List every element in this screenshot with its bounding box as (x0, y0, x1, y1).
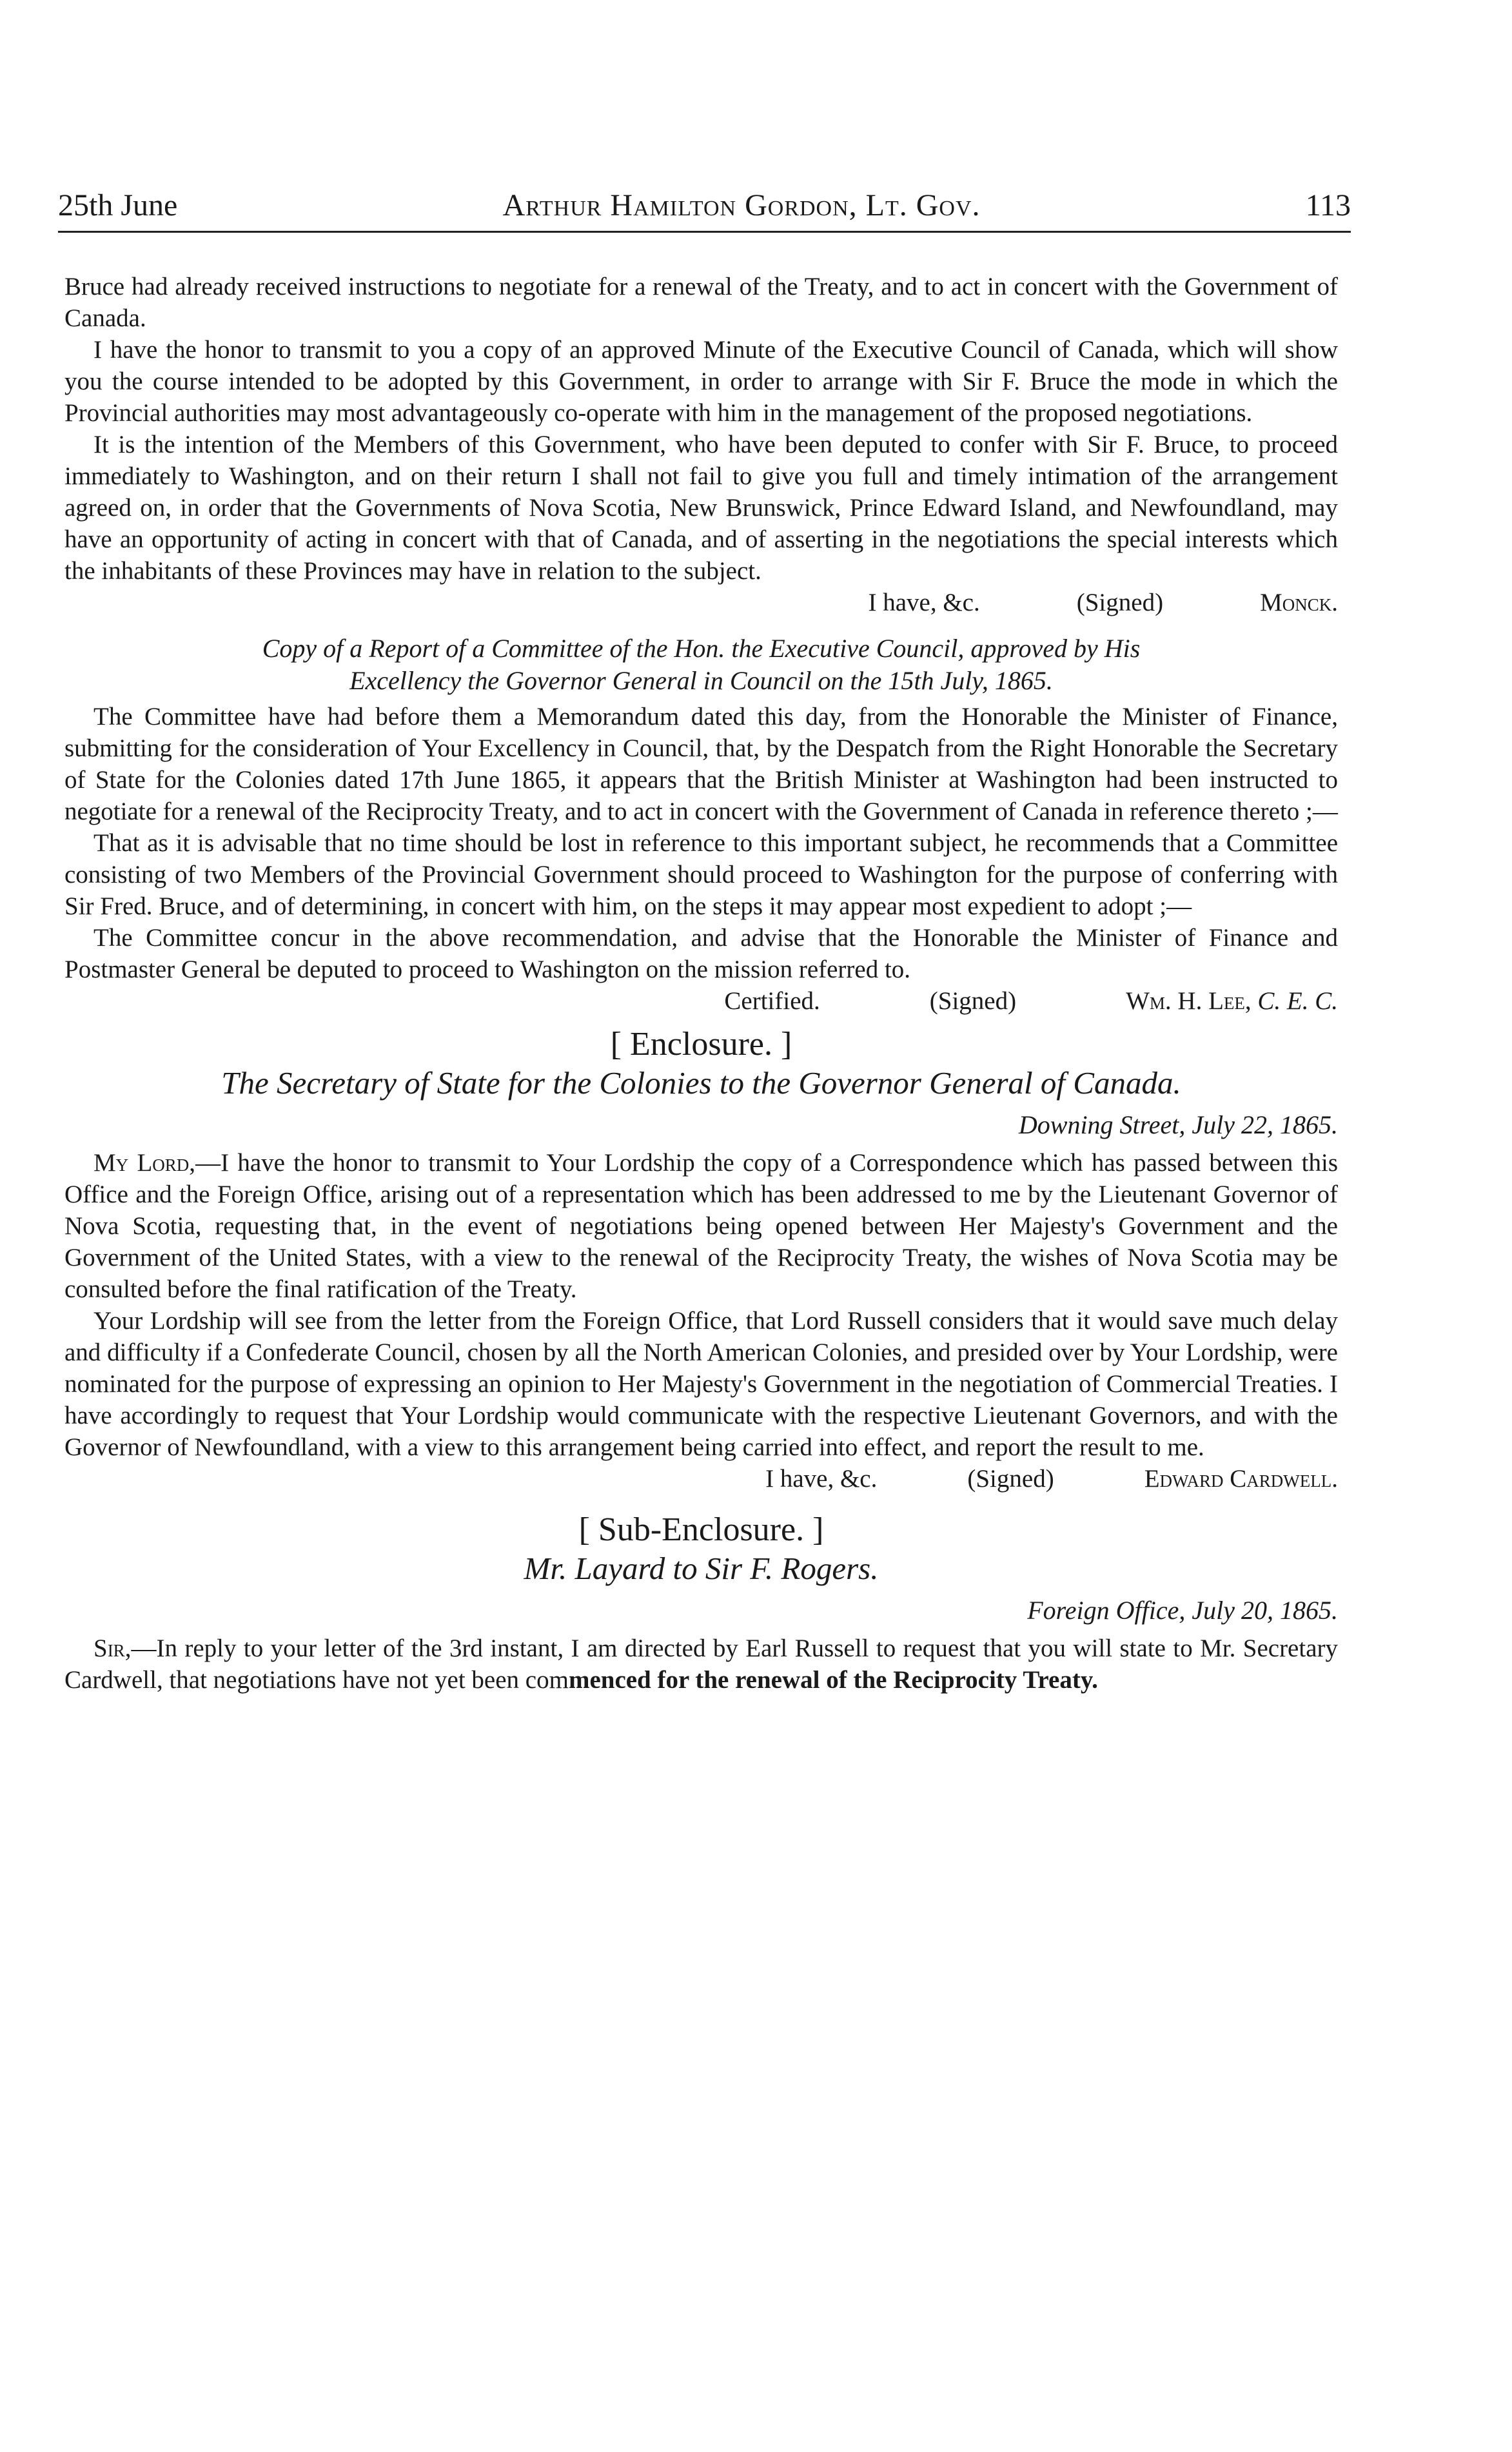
running-header (58, 179, 1351, 233)
enclosure-signature (64, 1463, 1338, 1495)
enclosure-title: The Secretary of State for the Colonies to the Governor General of Canada. (221, 1065, 1181, 1101)
letter-paragraph: It is the intention of the Members of this Government, who have been deputed to confer with Sir F. Bruce, to proceed immediately to Washington, and on their return I shall not fail to give you full and timely intimation of the arrangement agreed on, in order that the Governments of Nova Scotia, New Brunswick, Prince Edward Island, and Newfoundland, may have an opportunity of acting in concert with that of Canada, and of asserting in the negotiations the special interests which the inhabitants of these Provinces may have in relation to the subject. (64, 431, 1338, 585)
sub-enclosure-dateline (64, 1594, 1338, 1626)
sub-enclosure-title: Mr. Layard to Sir F. Rogers. (524, 1551, 879, 1586)
report-caption (64, 633, 1338, 697)
report-paragraph: That as it is advisable that no time should be lost in reference to this important subject, he recommends that a Committee consisting of two Members of the Provincial Government should proceed to Washington for the purpose of conferring with Sir Fred. Bruce, and of determining, in concert with him, on the steps it may appear most expedient to adopt ;— (64, 829, 1338, 920)
place: Downing Street, (1018, 1110, 1186, 1139)
report-paragraph: The Committee concur in the above recommendation, and advise that the Honorable the Minister of Finance and Postmaster General be deputed to proceed to Washington on the mission referred to. (64, 924, 1338, 983)
enclosure-paragraph: Your Lordship will see from the letter from the Foreign Office, that Lord Russell considers that it would save much delay and difficulty if a Confederate Council, chosen by all the North American Colonies, and presided over by Your Lordship, were nominated for the purpose of expressing an opinion to Her Majesty's Government in the negotiation of Commercial Treaties. I have accordingly to request that Your Lordship would communicate with the respective Lieutenant Governors, and with the Governor of Newfoundland, with a view to this arrangement being carried into effect, and report the result to me. (64, 1307, 1338, 1461)
report-paragraph: The Committee have had before them a Memorandum dated this day, from the Honorable the Minister of Finance, submitting for the consideration of Your Excellency in Council, that, by the Despatch from the Right Honorable the Secretary of State for the Colonies dated 17th June 1865, it appears that the British Minister at Washington had been instructed to negotiate for a renewal of the Reciprocity Treaty, and to act in concert with the Government of Canada in reference thereto ;— (64, 703, 1338, 825)
signed-label: (Signed) (967, 1465, 1054, 1493)
sub-enclosure-heading: [ Sub-Enclosure. ] (578, 1511, 824, 1548)
report-signature (64, 985, 1338, 1017)
date: July 20, 1865. (1192, 1596, 1338, 1625)
signer-block (1126, 985, 1338, 1017)
header-title: Arthur Hamilton Gordon, Lt. Gov. (502, 188, 981, 222)
letter-signature (64, 587, 1338, 618)
enclosure-dateline (64, 1109, 1338, 1141)
enclosure-paragraph (64, 1147, 1338, 1305)
header-date: 25th June (58, 188, 178, 222)
place: Foreign Office, (1027, 1596, 1186, 1625)
signed-label: (Signed) (929, 987, 1017, 1015)
paragraph-text: —In reply to your letter of the 3rd instant, I am directed by Earl Russell to request that you will state to Mr. Secretary Cardwell, that negotiations have not yet been com (64, 1634, 1338, 1694)
paragraph-text: —I have the honor to transmit to Your Lordship the copy of a Correspondence which has passed between this Office and the Foreign Office, arising out of a representation which has been addressed to me by the Lieutenant Governor of Nova Scotia, requesting that, in the event of negotiations being opened between Her Majesty's Government and the Government of the United States, with a view to the renewal of the Reciprocity Treaty, the wishes of Nova Scotia may be consulted before the final ratification of the Treaty. (64, 1149, 1338, 1303)
certified-label: Certified. (724, 987, 820, 1015)
salutation: My Lord, (93, 1149, 196, 1177)
page-body (64, 271, 1338, 1696)
sub-enclosure-paragraph (64, 1633, 1338, 1696)
page-number: 113 (1305, 188, 1351, 222)
signer-title: C. E. C. (1257, 987, 1338, 1015)
closing: I have, &c. (868, 589, 980, 616)
salutation: Sir, (93, 1634, 132, 1662)
enclosure-heading: [ Enclosure. ] (610, 1026, 792, 1063)
caption-line: Excellency the Governor General in Council on the 15th July, 1865. (349, 666, 1053, 695)
letter-paragraph: I have the honor to transmit to you a copy of an approved Minute of the Executive Council of Canada, which will show you the course intended to be adopted by this Government, in order to arrange with Sir F. Bruce the mode in which the Provincial authorities may most advantageously co-operate with him in the management of the proposed negotiations. (64, 336, 1338, 427)
paragraph-text-bold: menced for the renewal of the Reciprocity Treaty. (568, 1666, 1098, 1694)
signer-name: Edward Cardwell. (1144, 1465, 1338, 1493)
signer-name: Wm. H. Lee, (1126, 987, 1252, 1015)
signer-name: Monck. (1260, 589, 1338, 616)
closing: I have, &c. (765, 1465, 878, 1493)
letter-paragraph: Bruce had already received instructions to negotiate for a renewal of the Treaty, and to act in concert with the Government of Canada. (64, 273, 1338, 332)
signed-label: (Signed) (1076, 589, 1164, 616)
caption-line: Copy of a Report of a Committee of the Hon. the Executive Council, approved by His (262, 634, 1141, 663)
date: July 22, 1865. (1192, 1110, 1338, 1139)
